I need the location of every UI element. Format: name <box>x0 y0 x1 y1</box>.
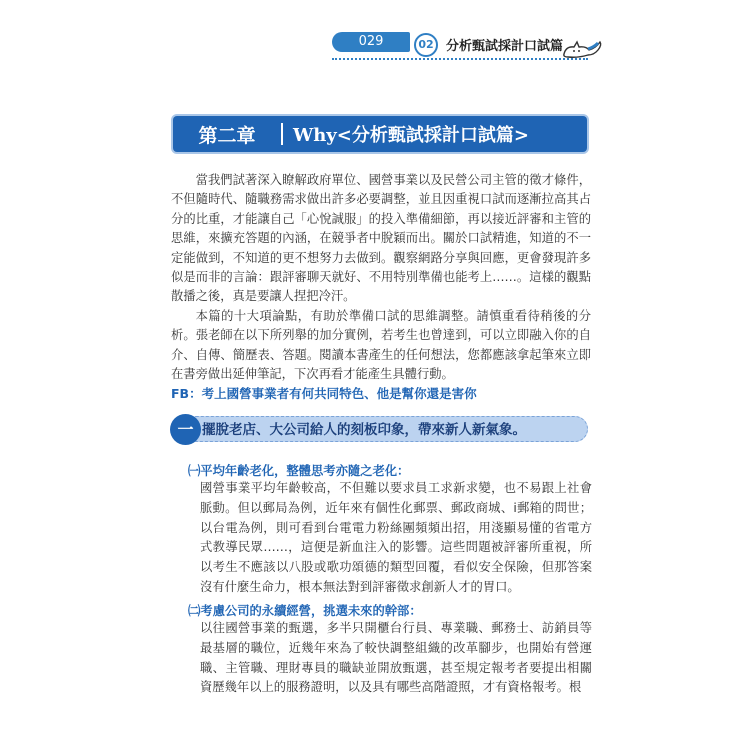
subsection-1-body: 國營事業平均年齡較高，不但難以要求員工求新求變，也不易跟上社會脈動。但以郵局為例，近年來有個性化郵票、郵政商城、i郵箱的問世；以台電為例，則可看到台電電力粉絲團頻頻出招，用淺顯易懂的省電方式教導民眾……，這便是新血注入的影響。這些問題被評審所重視，所以考生不應該以八股或歌功頌德的類型回覆，看似安全保險，但那答案沒有什麼生命力，根本無法對到評審徵求創新人才的胃口。 <box>200 481 592 594</box>
section-number-badge: 一 <box>170 414 201 445</box>
chapter-banner <box>173 116 587 152</box>
running-header-title: 分析甄試採計口試篇 <box>446 39 564 54</box>
fb-reference-line: FB：考上國營事業者有何共同特色、他是幫你還是害你 <box>171 386 477 401</box>
intro-paragraph-1: 當我們試著深入瞭解政府單位、國營事業以及民營公司主管的徵才條件，不但隨時代、隨職務需求做出許多必要調整，並且因重視口試而逐漸拉高其占分的比重，才能讓自己「心悅誠服」的投入準備細節，再以接近評審和主管的思維，來擴充答題的內涵，在競爭者中脫穎而出。關於口試精進，知道的不一定能做到，不知道的更不想努力去做到。觀察網路分享與回應，更會發現許多似是而非的言論：跟評審聊天就好、不用特別準備也能考上……。這樣的觀點散播之後，真是要讓人捏把冷汗。 <box>171 173 591 304</box>
header-dotted-rule <box>332 58 588 60</box>
chapter-number-badge: 02 <box>414 33 438 57</box>
subsection-2-body: 以往國營事業的甄選，多半只開櫃台行員、專業職、郵務士、訪銷員等最基層的職位，近幾年來為了較快調整組織的改革腳步，也開始有營運職、主管職、理財專員的職缺並開放甄選，甚至規定報考者要提出相關資歷幾年以上的服務證明，以及具有哪些高階證照，才有資格報考。根 <box>200 621 592 695</box>
cat-mascot-icon <box>558 36 604 60</box>
subsection-1-heading: ㈠平均年齡老化，整體思考亦隨之老化： <box>188 464 410 478</box>
intro-text <box>171 171 591 384</box>
chapter-banner-title: Why<分析甄試採計口試篇> <box>293 125 529 146</box>
intro-paragraph-2: 本篇的十大項論點，有助於準備口試的思維調整。請慎重看待稍後的分析。張老師在以下所列舉的加分實例，若考生也曾達到，可以立即融入你的自介、自傳、簡歷表、答題。閱讀本書產生的任何想法，您都應該拿起筆來立即在書旁做出延伸筆記，下次再看才能產生具體行動。 <box>171 308 591 382</box>
page-number: 029 <box>332 32 410 52</box>
chapter-banner-number: 第二章 <box>198 124 256 147</box>
section-title-bar: 擺脫老店、大公司給人的刻板印象，帶來新人新氣象。 <box>193 416 588 442</box>
subsection-2-heading: ㈡考慮公司的永續經營，挑選未來的幹部： <box>188 604 422 618</box>
